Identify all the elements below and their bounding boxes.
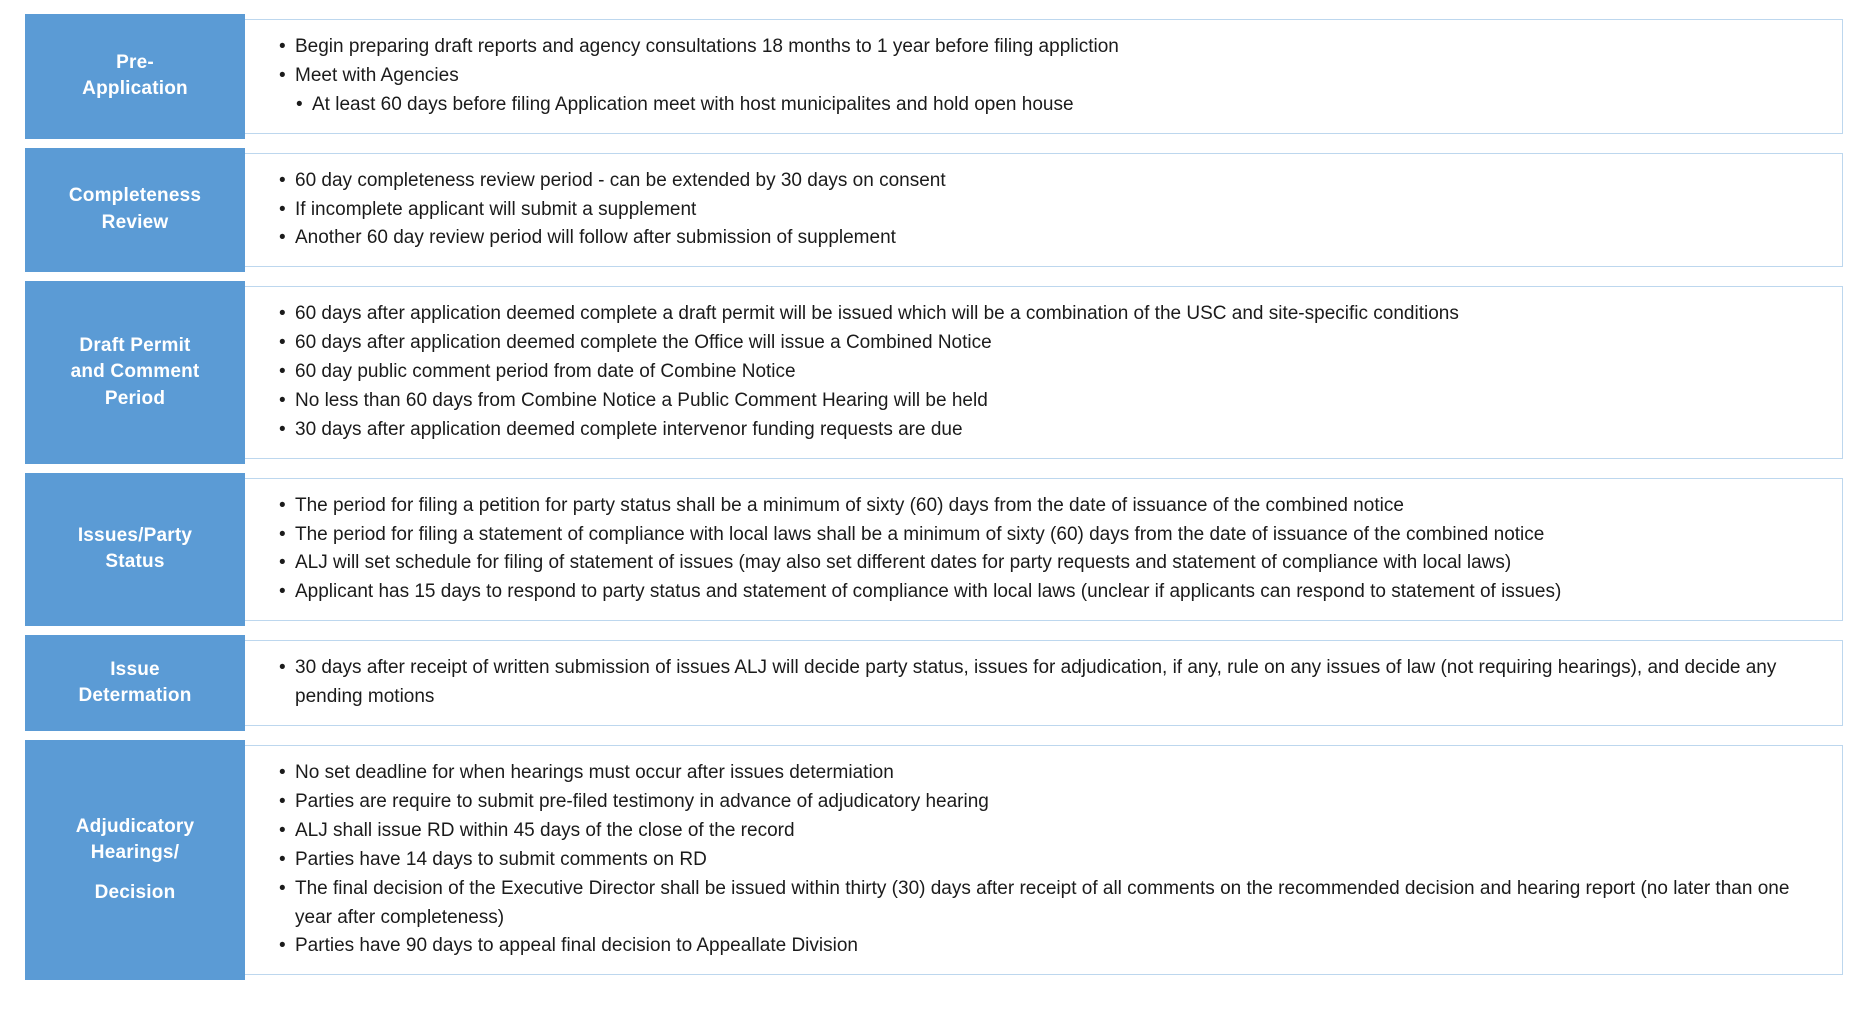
stage-label-line: Draft Permit bbox=[79, 334, 191, 356]
bullet-marker: • bbox=[279, 303, 286, 325]
bullet-item bbox=[279, 300, 1828, 329]
bullet-text: 60 days after application deemed complete the Office will issue a Combined Notice bbox=[295, 332, 992, 354]
bullet-text: Parties have 14 days to submit comments on RD bbox=[295, 848, 707, 870]
bullet-marker: • bbox=[279, 36, 286, 57]
bullet-text: Parties have 90 days to appeal final decision to Appeallate Division bbox=[295, 935, 858, 957]
bullet-text: The period for filing a petition for party status shall be a minimum of sixty (60) days from the date of issuance of the combined notice bbox=[295, 494, 1404, 516]
bullet-marker: • bbox=[279, 877, 286, 899]
stage-label-box bbox=[25, 148, 245, 273]
bullet-text: 60 day completeness review period - can be extended by 30 days on consent bbox=[295, 169, 946, 191]
bullet-item bbox=[279, 224, 1828, 253]
process-row bbox=[25, 153, 1843, 268]
bullet-marker: • bbox=[279, 494, 286, 516]
stage-content-box bbox=[25, 153, 1843, 268]
bullet-item bbox=[279, 817, 1828, 846]
stage-label-line: Hearings/ bbox=[90, 842, 180, 864]
bullet-text: The final decision of the Executive Director shall be issued within thirty (30) days after receipt of all comments on the recommended decision and hearing report (no later than one year after completeness) bbox=[295, 877, 1790, 928]
bullet-item bbox=[279, 549, 1828, 578]
bullet-text: 30 days after application deemed complete intervenor funding requests are due bbox=[295, 418, 963, 440]
bullet-marker: • bbox=[279, 523, 286, 545]
bullet-marker: • bbox=[296, 93, 303, 115]
bullet-item bbox=[279, 875, 1828, 933]
bullet-marker: • bbox=[279, 848, 286, 870]
stage-label-line: Issues/Party bbox=[77, 524, 193, 546]
bullet-item bbox=[279, 578, 1828, 607]
process-row bbox=[25, 640, 1843, 726]
stage-content-box bbox=[25, 745, 1843, 975]
bullet-item bbox=[279, 788, 1828, 817]
stage-bullets bbox=[279, 300, 1828, 444]
stage-label-line: Adjudicatory bbox=[75, 815, 195, 837]
stage-label-line: and Comment bbox=[70, 361, 200, 383]
process-row bbox=[25, 478, 1843, 622]
process-row bbox=[25, 19, 1843, 134]
bullet-item bbox=[279, 932, 1828, 961]
bullet-item bbox=[279, 62, 1828, 91]
bullet-marker: • bbox=[279, 791, 286, 812]
bullet-marker: • bbox=[279, 64, 286, 86]
process-timeline bbox=[25, 19, 1843, 994]
bullet-marker: • bbox=[279, 418, 286, 440]
bullet-item bbox=[279, 416, 1828, 445]
bullet-marker: • bbox=[279, 227, 286, 249]
stage-label-line: Review bbox=[101, 211, 169, 233]
stage-content-box bbox=[25, 19, 1843, 134]
bullet-item bbox=[279, 654, 1828, 712]
stage-label-box bbox=[25, 473, 245, 627]
bullet-text: 60 day public comment period from date of Combine Notice bbox=[295, 361, 796, 382]
stage-label-box bbox=[25, 635, 245, 731]
bullet-item bbox=[279, 358, 1828, 387]
bullet-marker: • bbox=[279, 332, 286, 354]
stage-bullets bbox=[279, 492, 1828, 608]
bullet-item bbox=[296, 91, 1828, 120]
bullet-text: The period for filing a statement of compliance with local laws shall be a minimum of sixty (60) days from the date of issuance of the combined notice bbox=[295, 523, 1545, 545]
bullet-item bbox=[279, 329, 1828, 358]
bullet-marker: • bbox=[279, 552, 286, 574]
bullet-item bbox=[279, 196, 1828, 225]
bullet-text: At least 60 days before filing Application meet with host municipalites and hold open house bbox=[312, 93, 1074, 115]
bullet-marker: • bbox=[279, 169, 286, 191]
bullet-item bbox=[279, 492, 1828, 521]
bullet-text: Another 60 day review period will follow after submission of supplement bbox=[295, 227, 896, 249]
stage-bullets bbox=[279, 167, 1828, 254]
bullet-text: No less than 60 days from Combine Notice a Public Comment Hearing will be held bbox=[295, 389, 988, 411]
bullet-text: 30 days after receipt of written submission of issues ALJ will decide party status, issues for adjudication, if any, rule on any issues of law (not requiring hearings), and decide any pending motions bbox=[295, 657, 1777, 708]
bullet-text: If incomplete applicant will submit a supplement bbox=[295, 198, 697, 220]
stage-content-box bbox=[25, 478, 1843, 622]
bullet-item bbox=[279, 167, 1828, 196]
bullet-marker: • bbox=[279, 389, 286, 411]
stage-label-box bbox=[25, 14, 245, 139]
bullet-text: Meet with Agencies bbox=[295, 64, 459, 86]
bullet-marker: • bbox=[279, 581, 286, 603]
stage-label-line: Decision bbox=[94, 881, 176, 903]
bullet-item bbox=[279, 387, 1828, 416]
bullet-text: Applicant has 15 days to respond to party status and statement of compliance with local laws (unclear if applicants can respond to statement of issues) bbox=[295, 581, 1562, 603]
stage-content-box bbox=[25, 640, 1843, 726]
bullet-marker: • bbox=[279, 361, 286, 382]
stage-content-box bbox=[25, 286, 1843, 458]
bullet-text: 60 days after application deemed complete a draft permit will be issued which will be a combination of the USC and site-specific conditions bbox=[295, 303, 1459, 325]
bullet-marker: • bbox=[279, 198, 286, 220]
bullet-marker: • bbox=[279, 935, 286, 957]
stage-label-line: Period bbox=[104, 387, 166, 409]
bullet-item bbox=[279, 846, 1828, 875]
bullet-marker: • bbox=[279, 819, 286, 841]
stage-label-line: Application bbox=[82, 78, 188, 100]
bullet-item bbox=[279, 521, 1828, 550]
stage-label-box bbox=[25, 740, 245, 980]
bullet-marker: • bbox=[279, 657, 286, 679]
bullet-text: ALJ will set schedule for filing of statement of issues (may also set different dates for party requests and statement of compliance with local laws) bbox=[295, 552, 1512, 574]
stage-label-line: Determation bbox=[78, 685, 192, 707]
bullet-item bbox=[279, 759, 1828, 788]
bullet-marker: • bbox=[279, 762, 286, 784]
process-row bbox=[25, 286, 1843, 458]
stage-label-line: Pre- bbox=[116, 51, 154, 73]
bullet-item bbox=[279, 33, 1828, 62]
stage-label-line: Status bbox=[105, 551, 165, 573]
stage-label-box bbox=[25, 281, 245, 463]
stage-bullets bbox=[279, 33, 1828, 120]
bullet-text: Parties are require to submit pre-filed testimony in advance of adjudicatory hearing bbox=[295, 791, 989, 812]
stage-bullets bbox=[279, 654, 1828, 712]
stage-label-line: Issue bbox=[110, 658, 160, 680]
stage-label-line: Completeness bbox=[68, 185, 202, 207]
bullet-text: No set deadline for when hearings must occur after issues determiation bbox=[295, 762, 894, 784]
stage-bullets bbox=[279, 759, 1828, 961]
bullet-text: Begin preparing draft reports and agency consultations 18 months to 1 year before filing appliction bbox=[295, 36, 1119, 57]
bullet-text: ALJ shall issue RD within 45 days of the close of the record bbox=[295, 819, 795, 841]
process-row bbox=[25, 745, 1843, 975]
